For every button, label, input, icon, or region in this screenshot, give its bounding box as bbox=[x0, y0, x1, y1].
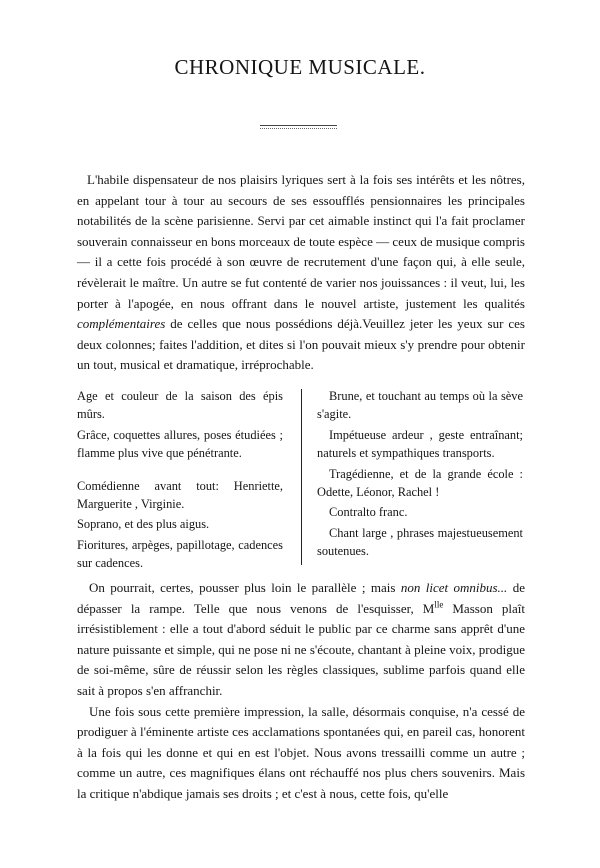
left-column bbox=[77, 387, 283, 575]
right-item: Contralto franc. bbox=[329, 505, 408, 520]
intro-text-start: L'habile dispensateur de nos plaisirs lyriques sert à la fois ses intérêts et les nôtres, en appelant tour à tour au secours de ses essoufflés pensionnaires les principales notabilités de la scène parisienne. Servi par cet aimable instinct qui l'a fait proclamer souverain connaisseur en bons morceaux de toute espèce — ceux de musique compris — il a cette fois procédé à son œuvre de recrutement d'une façon qui, à elle seule, révèlerait le maître. Un autre se fut contenté de varier nos jouissances : il veut, lui, les porter à l'apogée, en nous offrant dans le nouvel artiste, justement les qualités bbox=[77, 172, 525, 311]
right-column bbox=[317, 387, 523, 563]
paragraph-comparison bbox=[77, 578, 525, 702]
paragraph-text: de dépasser la rampe. Telle que nous venons de l'esquisser, M bbox=[77, 580, 525, 616]
paragraph-text: On pourrait, certes, pousser plus loin le parallèle ; mais bbox=[89, 580, 401, 595]
latin-emphasis: non licet omnibus... bbox=[400, 580, 508, 595]
left-item: Comédienne avant tout: Henriette, Marguerite , Virginie. bbox=[77, 478, 283, 512]
left-item: Grâce, coquettes allures, poses étudiées ; flamme plus vive que pénétrante. bbox=[77, 427, 283, 461]
body-paragraphs bbox=[77, 578, 525, 805]
right-item: Chant large , phrases majestueusement soutenues. bbox=[317, 525, 523, 559]
left-item: Soprano, et des plus aigus. bbox=[77, 517, 210, 532]
comparison-columns bbox=[77, 387, 525, 573]
title-ornament-rule bbox=[260, 125, 337, 129]
column-divider bbox=[301, 389, 302, 565]
intro-paragraph bbox=[77, 170, 525, 376]
paragraph-impression: Une fois sous cette première impression, la salle, désormais conquise, n'a cessé de prodiguer à l'éminente artiste ces acclamations spontanées qui, en pareil cas, honorent à la fois qui les donne et qui en est l'objet. Nous avons tressailli comme un autre ; comme un autre, ces magnifiques élans ont réchauffé nos plus chers souvenirs. Mais la critique n'abdique jamais ses droits ; et c'est à nous, cette fois, qu'elle bbox=[77, 703, 525, 801]
right-item: Impétueuse ardeur , geste entraînant; naturels et sympathiques transports. bbox=[317, 427, 523, 461]
title-abbreviation-superscript: lle bbox=[434, 599, 444, 610]
page-title: CHRONIQUE MUSICALE. bbox=[174, 55, 426, 79]
right-item: Tragédienne, et de la grande école : Odette, Léonor, Rachel ! bbox=[317, 466, 523, 500]
paragraph-text: Masson plaît irrésistiblement : elle a tout d'abord séduit le public par ce charme sans apprêt d'une nature puissante et simple, qui ne pose ni ne s'écoute, chantant à pleine voix, prodigue de soi-même, sûre de réussir selon les règles classiques, sublime parfois quand elle sait à propos s'en affranchir. bbox=[77, 600, 525, 698]
right-item: Brune, et touchant au temps où la sève s'agite. bbox=[317, 389, 523, 422]
intro-text bbox=[77, 170, 525, 376]
left-item: Fioritures, arpèges, papillotage, cadences sur cadences. bbox=[77, 537, 283, 571]
intro-emphasis: complémentaires bbox=[77, 316, 166, 332]
intro-text-end: de celles que nous possédions déjà.Veuillez jeter les yeux sur ces deux colonnes; faites l'addition, et dites si l'on pouvait mieux s'y prendre pour obtenir un tout, musical et dramatique, irréprochable. bbox=[77, 316, 525, 373]
left-item: Age et couleur de la saison des épis mûrs. bbox=[77, 389, 283, 422]
